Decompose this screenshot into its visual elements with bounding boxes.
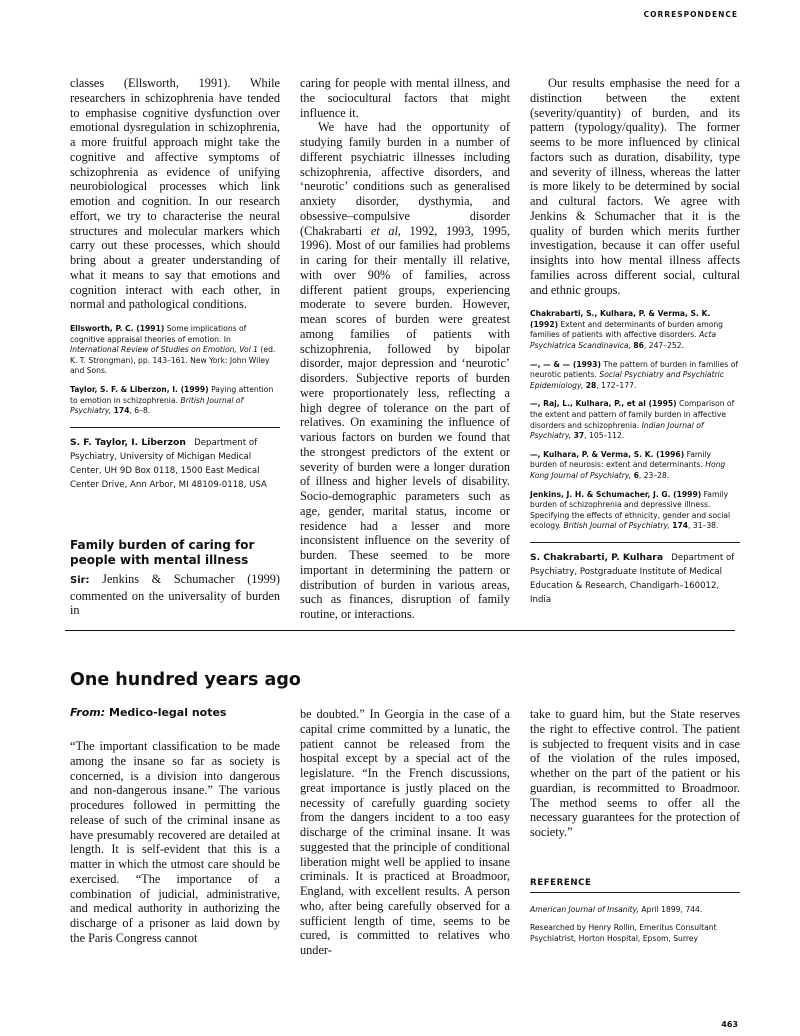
letter2-paragraph: We have had the opportunity of studying family burden in a number of different psychiatric illnesses including schizophrenia, affective disorders, and ‘neurotic’ conditions such as generalised anxiety disorder, dysthymia, and obsessive–compulsive disorder (Chakrabarti et al, 1992, 1993, 1995, 1996). Most of our families had problems in caring for their mentally ill relative, with over 90% of families, across different patient groups, experiencing moderate to severe burden. However, mean scores of burden were greatest among families of patients with schizophrenia, followed by bipolar disorder, major depression and ‘neurotic’ disorders. Subjective reports of burden were proportionately less, reflecting a high degree of tolerance on the part of relatives. On examining the influence of various factors on burden we found that the strongest predictors of the extent or severity of burden were a longer duration of illness and higher levels of disability. Socio-demographic parameters such as age, gender, marital status, income or residence had a lesser and more inconsistent influence on the severity of burden. These seemed to be more important in determining the pattern or distribution of burden in various areas, such as finances, disruption of family routine, or interactions. bbox=[300, 120, 510, 621]
letter2-paragraph: caring for people with mental illness, and the sociocultural factors that might influence it. bbox=[300, 76, 510, 120]
reference-item: —, Raj, L., Kulhara, P., et al (1995) Comparison of the extent and pattern of family burden in affective disorders and schizophrenia. Indian Journal of Psychiatry, 37, 105–112. bbox=[530, 399, 735, 441]
column-3-top bbox=[530, 76, 740, 607]
reference-item: Chakrabarti, S., Kulhara, P. & Verma, S. K. (1992) Extent and determinants of burden among families of patients with affective disorders. Acta Psychiatrica Scandinavica, 86, 247–252. bbox=[530, 309, 724, 351]
reference-item: Ellsworth, P. C. (1991) Some implications of cognitive appraisal theories of emotion. In International Review of Studies on Emotion, Vol 1 (ed. K. T. Strongman), pp. 143–161. New York: John Wiley and Sons. bbox=[70, 324, 276, 376]
history-from: From: Medico-legal notes bbox=[70, 706, 227, 719]
history-paragraph: be doubted.” In Georgia in the case of a capital crime committed by a lunatic, the patient cannot be released from the hospital except by a special act of the legislature. “In the French discussions, great importance is justly placed on the necessity of carefully guarding society from the dangers incident to a too easy discharge of the criminal insane. It was suggested that the principle of conditional liberation might well be applied to insane criminals. It is practiced at Broadmoor, England, with excellent results. A person who, after being carefully observed for a sufficient length of time, seems to be cured, is committed to relatives who under- bbox=[300, 707, 510, 957]
history-column-3 bbox=[530, 707, 740, 953]
letter2-affiliation: S. Chakrabarti, P. Kulhara Department of Psychiatry, Postgraduate Institute of Medical Education & Research, Chandigarh–160012, India bbox=[530, 551, 735, 605]
history-column-2 bbox=[300, 707, 510, 958]
letter2-references bbox=[530, 309, 740, 532]
history-paragraph: take to guard him, but the State reserves the right to effective control. The patient is subjected to frequent visits and in case of the violation of the rules imposed, whether on the part of the patient or his guardian, is recommitted to Broadmoor. The method seems to offer all the necessary guarantees for the protection of society.” bbox=[530, 707, 740, 839]
letter2-title: Family burden of caring for people with mental illness bbox=[70, 537, 255, 567]
reference-item: Taylor, S. F. & Liberzon, I. (1999) Paying attention to emotion in schizophrenia. British Journal of Psychiatry, 174, 6–8. bbox=[70, 384, 274, 416]
letter1-affiliation: S. F. Taylor, I. Liberzon Department of Psychiatry, University of Michigan Medical Center, UH 9D Box 0118, 1500 East Medical Center Drive, Ann Arbor, MI 48109-0118, USA bbox=[70, 436, 267, 490]
letter2-paragraph: Our results emphasise the need for a distinction between the extent (severity/quantity) of burden, and its pattern (typology/quality). The former seems to be more influenced by clinical factors such as duration, disability, type and severity of illness, whereas the latter is more likely to be determined by social and cultural factors. We agree with Jenkins & Schumacher that it is the quality of burden which merits further investigation, because it can offer useful insights into how mental illness affects families across different social, cultural and ethnic groups. bbox=[530, 76, 740, 297]
column-2-top bbox=[300, 76, 510, 622]
divider bbox=[70, 427, 280, 428]
history-column-1 bbox=[70, 739, 280, 946]
running-head: CORRESPONDENCE bbox=[643, 10, 738, 19]
history-title: One hundred years ago bbox=[70, 670, 301, 690]
history-reference: American Journal of Insanity, April 1899, 744. bbox=[530, 904, 703, 914]
letter1-body: classes (Ellsworth, 1991). While researchers in schizophrenia have tended to emphasise cognitive dysfunction over emotional dysregulation in schizophrenia, a more fruitful approach might take the cognitive and affective symptoms of schizophrenia as evidence of unifying neurobiological processes which link emotion and cognition. In our research effort, we try to characterise the neural structures and molecular markers which carry out these processes, which should bring about a greater understanding of what it means to say that emotions and cognition interact with each other, in normal and pathological conditions. bbox=[70, 76, 280, 312]
divider bbox=[530, 542, 740, 543]
letter2-opening: Sir: Jenkins & Schumacher (1999) commented on the universality of burden in bbox=[70, 571, 280, 618]
page-number: 463 bbox=[721, 1020, 738, 1029]
researched-by: Researched by Henry Rollin, Emeritus Consultant Psychiatrist, Horton Hospital, Epsom, Surrey bbox=[530, 923, 717, 943]
reference-heading: REFERENCE bbox=[530, 878, 740, 893]
section-divider bbox=[65, 630, 735, 631]
column-1-top bbox=[70, 76, 280, 618]
reference-item: —, Kulhara, P. & Verma, S. K. (1996) Family burden of neurosis: extent and determinants. Hong Kong Journal of Psychiatry, 6, 23–28. bbox=[530, 449, 726, 480]
reference-item: Jenkins, J. H. & Schumacher, J. G. (1999) Family burden of schizophrenia and depressive illness. Specifying the effects of ethnicity, gender and social ecology. British Journal of Psychiatry, 174, 31–38. bbox=[530, 489, 731, 531]
reference-item: —, — & — (1993) The pattern of burden in families of neurotic patients. Social Psychiatry and Psychiatric Epidemiology, 28, 172–177. bbox=[530, 359, 739, 390]
letter1-references bbox=[70, 324, 280, 417]
history-paragraph: “The important classification to be made among the insane so far as society is concerned, is a division into dangerous and non-dangerous insane.” The various procedures followed in permitting the release of such of the criminal insane as have presumably recovered are detailed at length. It is self-evident that this is a matter in which the utmost care should be exercised. “The importance of a combination of judicial, administrative, and medical authority in authorizing the discharge of a prisoner as laid down by the Paris Congress cannot bbox=[70, 739, 280, 945]
